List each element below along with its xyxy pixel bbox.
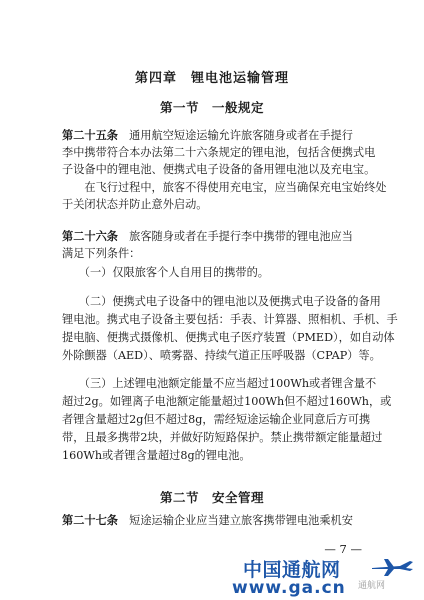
section-title-general: 第一节 一般规定 <box>159 100 264 115</box>
chapter-title: 第四章 锂电池运输管理 <box>134 71 289 86</box>
body-line <box>62 295 381 309</box>
line-text: 李中携带符合本办法第二十六条规定的锂电池，包括含便携式电 <box>62 146 376 159</box>
body-line <box>62 198 207 212</box>
watermark-text: 通航网 <box>358 581 386 591</box>
line-text: 超过2g。如锂离子电池额定能量超过100Wh但不超过160Wh，或 <box>62 395 392 408</box>
site-url: www.ga.cn <box>232 578 346 598</box>
article-number: 第二十六条 <box>62 230 118 243</box>
line-text: 于关闭状态并防止意外启动。 <box>62 198 208 211</box>
body-line <box>62 431 382 445</box>
article-27-line <box>62 514 353 528</box>
body-line <box>62 146 375 160</box>
body-line <box>62 395 391 409</box>
body-line <box>62 181 386 195</box>
body-line <box>62 413 370 427</box>
article-number: 第二十五条 <box>62 129 118 142</box>
line-text: 带，且最多携带2块，并做好防短路保护。禁止携带额定能量超过 <box>62 431 383 444</box>
body-line <box>62 349 381 363</box>
line-text: 160Wh或者锂含量超过8g的锂电池。 <box>62 449 251 462</box>
body-line <box>62 331 395 345</box>
body-line <box>62 266 269 280</box>
body-line <box>62 247 140 261</box>
line-text: 在飞行过程中，旅客不得使用充电宝，应当确保充电宝始终处 <box>62 181 387 194</box>
body-line <box>62 129 353 143</box>
section-title-safety: 第二节 安全管理 <box>159 490 264 505</box>
line-text: 旅客随身或者在手提行李中携带的锂电池应当 <box>117 230 353 243</box>
page-number: — 7 — <box>324 542 362 556</box>
line-text: 提电脑、便携式摄像机、便携式电子医疗装置（PMED），如自动体 <box>62 331 395 344</box>
body-line <box>62 163 375 177</box>
line-text: （一）仅限旅客个人自用目的携带的。 <box>62 266 269 279</box>
line-text: 满足下列条件： <box>62 247 141 260</box>
body-line <box>62 313 398 327</box>
article-text: 短途运输企业应当建立旅客携带锂电池乘机安 <box>117 514 353 527</box>
body-line <box>62 449 251 463</box>
airplane-icon <box>370 557 414 577</box>
footer-watermark <box>0 554 424 600</box>
site-logo-text: 中国通航网 <box>243 559 341 581</box>
line-text: 子设备中的锂电池、便携式电子设备的备用锂电池以及充电宝。 <box>62 163 376 176</box>
article-number: 第二十七条 <box>62 514 118 527</box>
line-text: 者锂含量超过2g但不超过8g，需经短途运输企业同意后方可携 <box>62 413 371 426</box>
line-text: 外除颤器（AED）、喷雾器、持续气道正压呼吸器（CPAP）等。 <box>62 349 381 362</box>
line-text: 锂电池。携式电子设备主要包括：手表、计算器、照相机、手机、手 <box>62 313 398 326</box>
body-line <box>62 230 353 244</box>
body-line <box>62 377 376 391</box>
line-text: （二）便携式电子设备中的锂电池以及便携式电子设备的备用 <box>62 295 381 308</box>
line-text: （三）上述锂电池额定能量不应当超过100Wh或者锂含量不 <box>62 377 377 390</box>
line-text: 通用航空短途运输允许旅客随身或者在手提行 <box>117 129 353 142</box>
